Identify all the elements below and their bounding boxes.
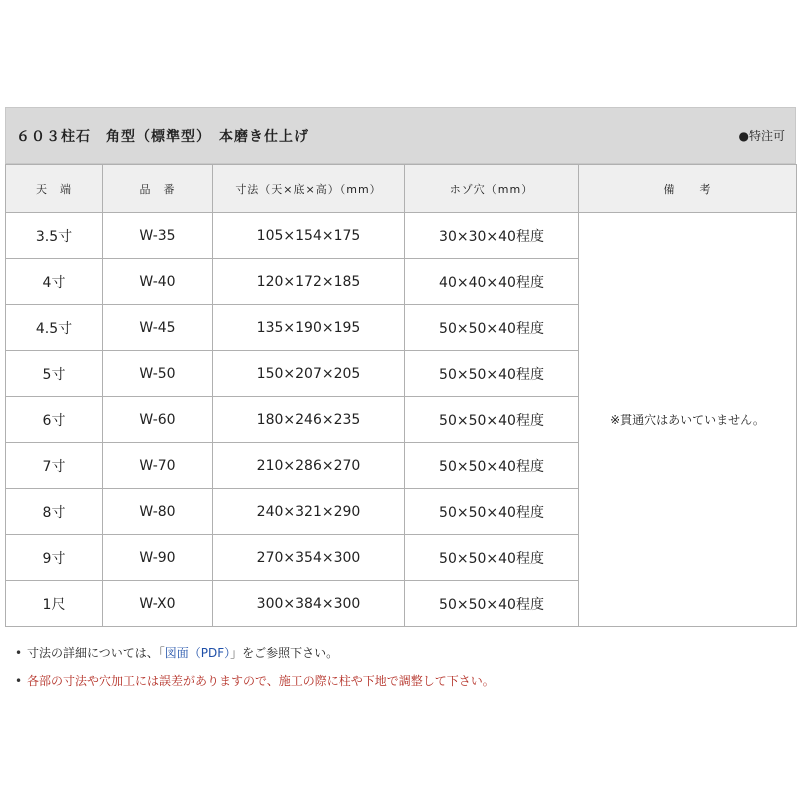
cell-top: 4.5寸 [6, 305, 103, 351]
column-header-mortise: ホゾ穴（mm） [405, 165, 579, 213]
cell-top: 9寸 [6, 535, 103, 581]
cell-dimensions: 210×286×270 [213, 443, 405, 489]
cell-mortise: 40×40×40程度 [405, 259, 579, 305]
cell-mortise: 50×50×40程度 [405, 305, 579, 351]
tolerance-warning: 各部の寸法や穴加工には誤差がありますので、施工の際に柱や下地で調整して下さい。 [27, 674, 495, 688]
cell-dimensions: 270×354×300 [213, 535, 405, 581]
cell-mortise: 50×50×40程度 [405, 581, 579, 627]
title-bar [5, 107, 796, 164]
cell-top: 6寸 [6, 397, 103, 443]
cell-part-number: W-70 [103, 443, 213, 489]
column-header-part-number: 品 番 [103, 165, 213, 213]
cell-top: 5寸 [6, 351, 103, 397]
custom-order-note: ●特注可 [738, 129, 785, 143]
notes-list [5, 645, 785, 689]
cell-part-number: W-60 [103, 397, 213, 443]
table-header-row [6, 165, 797, 213]
cell-mortise: 50×50×40程度 [405, 397, 579, 443]
cell-top: 8寸 [6, 489, 103, 535]
cell-mortise: 50×50×40程度 [405, 535, 579, 581]
spec-table [5, 164, 797, 627]
cell-dimensions: 105×154×175 [213, 213, 405, 259]
product-spec-section [5, 107, 796, 627]
cell-top: 4寸 [6, 259, 103, 305]
cell-part-number: W-40 [103, 259, 213, 305]
cell-mortise: 30×30×40程度 [405, 213, 579, 259]
cell-dimensions: 150×207×205 [213, 351, 405, 397]
cell-part-number: W-35 [103, 213, 213, 259]
note1-suffix: 」をご参照下さい。 [230, 646, 339, 660]
list-item [17, 645, 785, 661]
drawing-pdf-link[interactable]: 図面（PDF） [164, 646, 231, 660]
cell-dimensions: 240×321×290 [213, 489, 405, 535]
cell-part-number: W-90 [103, 535, 213, 581]
cell-part-number: W-X0 [103, 581, 213, 627]
cell-top: 1尺 [6, 581, 103, 627]
cell-remarks: ※貫通穴はあいていません。 [579, 213, 797, 627]
cell-top: 3.5寸 [6, 213, 103, 259]
cell-dimensions: 180×246×235 [213, 397, 405, 443]
cell-part-number: W-80 [103, 489, 213, 535]
column-header-dimensions: 寸法（天×底×高）（mm） [213, 165, 405, 213]
cell-mortise: 50×50×40程度 [405, 443, 579, 489]
cell-mortise: 50×50×40程度 [405, 489, 579, 535]
page-title: ６０３柱石 角型（標準型） 本磨き仕上げ [16, 128, 309, 145]
cell-top: 7寸 [6, 443, 103, 489]
column-header-remarks: 備 考 [579, 165, 797, 213]
cell-mortise: 50×50×40程度 [405, 351, 579, 397]
note1-prefix: 寸法の詳細については、「 [27, 646, 165, 660]
list-item [17, 673, 785, 689]
cell-dimensions: 300×384×300 [213, 581, 405, 627]
cell-dimensions: 135×190×195 [213, 305, 405, 351]
cell-part-number: W-45 [103, 305, 213, 351]
cell-part-number: W-50 [103, 351, 213, 397]
column-header-top: 天 端 [6, 165, 103, 213]
notes-section [5, 645, 785, 701]
cell-dimensions: 120×172×185 [213, 259, 405, 305]
table-row [6, 213, 797, 259]
